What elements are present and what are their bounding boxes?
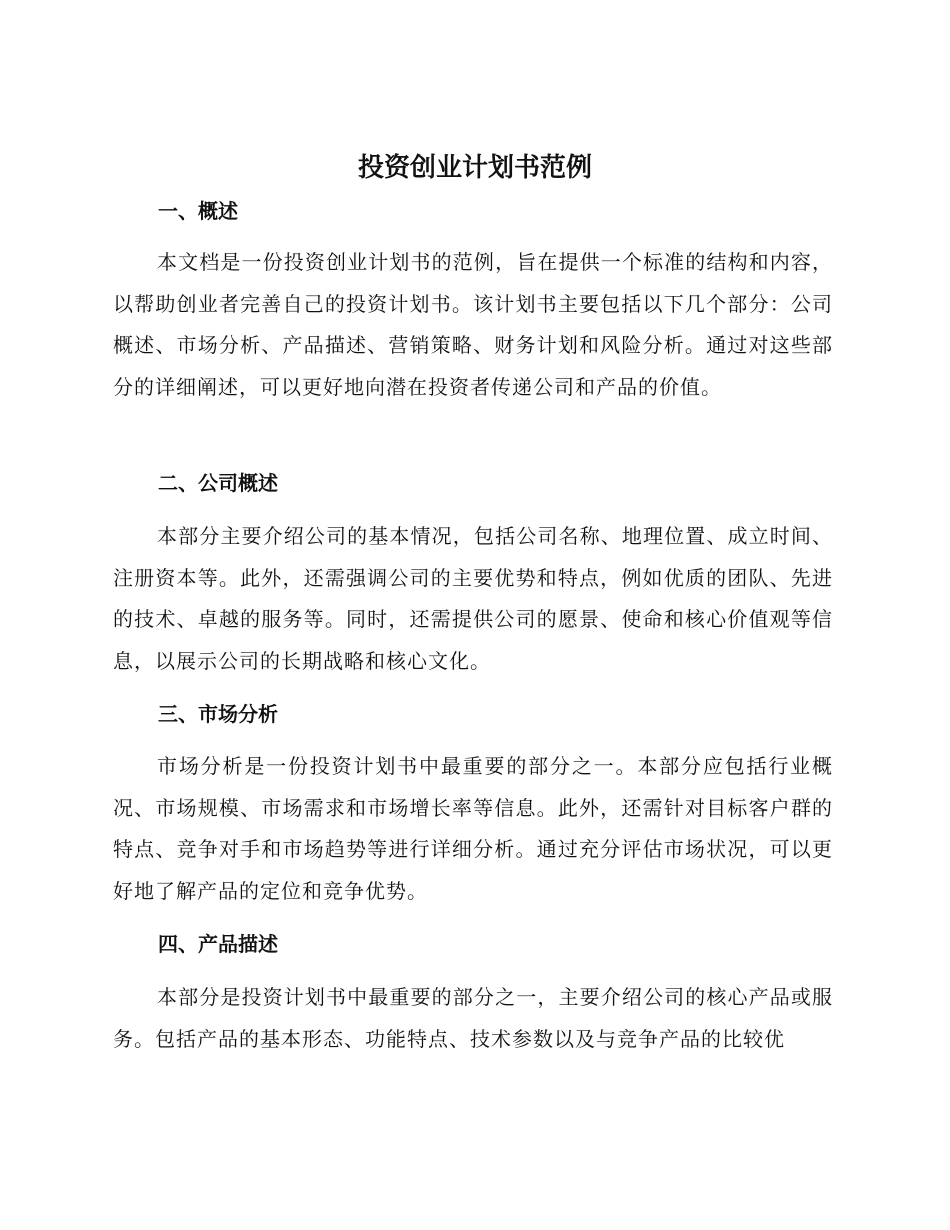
document-title: 投资创业计划书范例: [357, 153, 592, 183]
section-body-market: 市场分析是一份投资计划书中最重要的部分之一。本部分应包括行业概况、市场规模、市场需求和市场增长率等信息。此外，还需针对目标客户群的特点、竞争对手和市场趋势等进行详细分析。通过充分评估市场状况，可以更好地了解产品的定位和竞争优势。: [113, 754, 833, 903]
section-heading-market: 三、市场分析: [158, 702, 278, 726]
section-body-product: 本部分是投资计划书中最重要的部分之一，主要介绍公司的核心产品或服务。包括产品的基本形态、功能特点、技术参数以及与竞争产品的比较优: [113, 985, 833, 1051]
section-heading-company: 二、公司概述: [158, 471, 278, 495]
section-body-company: 本部分主要介绍公司的基本情况，包括公司名称、地理位置、成立时间、注册资本等。此外，还需强调公司的主要优势和特点，例如优质的团队、先进的技术、卓越的服务等。同时，还需提供公司的愿景、使命和核心价值观等信息，以展示公司的长期战略和核心文化。: [113, 524, 833, 673]
section-body-overview: 本文档是一份投资创业计划书的范例，旨在提供一个标准的结构和内容，以帮助创业者完善自己的投资计划书。该计划书主要包括以下几个部分：公司概述、市场分析、产品描述、营销策略、财务计划和风险分析。通过对这些部分的详细阐述，可以更好地向潜在投资者传递公司和产品的价值。: [113, 250, 833, 399]
section-heading-overview: 一、概述: [158, 199, 238, 223]
section-heading-product: 四、产品描述: [158, 932, 278, 956]
